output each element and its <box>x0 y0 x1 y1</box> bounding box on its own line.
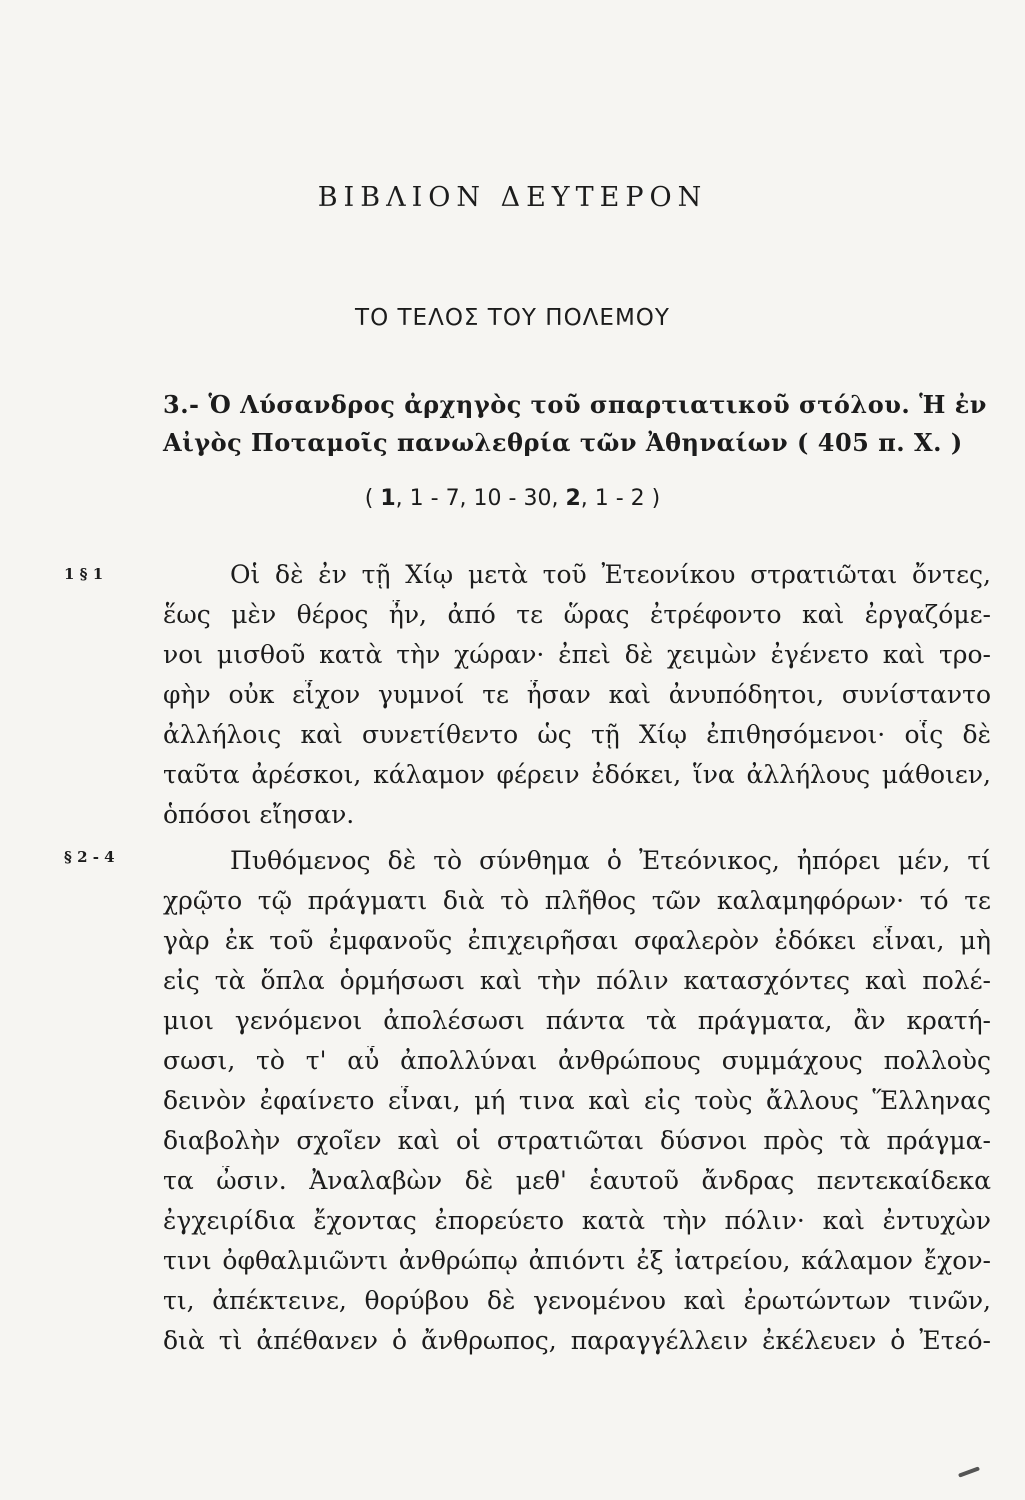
book-title: ΒΙΒΛΙΟΝ ΔΕΥΤΕΡΟΝ <box>317 182 708 213</box>
paragraph-1-line: ἀλλήλοις καὶ συνετίθεντο ὡς τῇ Χίῳ ἐπιθησόμενοι· οἷς δὲ <box>163 720 991 749</box>
paragraph-1-line: νοι μισθοῦ κατὰ τὴν χώραν· ἐπεὶ δὲ χειμὼν ἐγένετο καὶ τρο- <box>163 640 991 669</box>
paragraph-2-line: διαβολὴν σχοῖεν καὶ οἱ στρατιῶται δύσνοι πρὸς τὰ πράγμα- <box>163 1126 991 1155</box>
paragraph-2-line: ἐγχειρίδια ἔχοντας ἐπορεύετο κατὰ τὴν πόλιν· καὶ ἐντυχὼν <box>163 1206 991 1235</box>
pencil-mark <box>958 1466 980 1477</box>
source-reference-book-1: 1 <box>380 486 396 511</box>
paragraph-2-line: γὰρ ἐκ τοῦ ἐμφανοῦς ἐπιχειρῆσαι σφαλερὸν ἐδόκει εἶναι, μὴ <box>163 926 991 955</box>
paragraph-2-line: τινι ὀφθαλμιῶντι ἀνθρώπῳ ἀπιόντι ἐξ ἰατρείου, κάλαμον ἔχον- <box>163 1246 991 1275</box>
paragraph-2-line: εἰς τὰ ὅπλα ὁρμήσωσι καὶ τὴν πόλιν κατασχόντες καὶ πολέ- <box>163 966 991 995</box>
source-reference-book-2: 2 <box>565 486 581 511</box>
paragraph-2-line: διὰ τὶ ἀπέθανεν ὁ ἄνθρωπος, παραγγέλλειν ἐκέλευεν ὁ Ἐτεό- <box>163 1326 991 1355</box>
paragraph-2-line: σωσι, τὸ τ' αὖ ἀπολλύναι ἀνθρώπους συμμάχους πολλοὺς <box>163 1046 991 1075</box>
chapter-title: ΤΟ ΤΕΛΟΣ ΤΟΥ ΠΟΛΕΜΟΥ <box>355 305 670 331</box>
paragraph-2-line: τα ὦσιν. Ἀναλαβὼν δὲ μεθ' ἑαυτοῦ ἄνδρας πεντεκαίδεκα <box>163 1166 991 1195</box>
section-heading-line-1: 3.- Ὁ Λύσανδρος ἀρχηγὸς τοῦ σπαρτιατικοῦ στόλου. Ἡ ἐν <box>163 390 987 419</box>
paragraph-2-line: χρῷτο τῷ πράγματι διὰ τὸ πλῆθος τῶν καλαμηφόρων· τό τε <box>163 886 991 915</box>
paragraph-2-line: δεινὸν ἐφαίνετο εἶναι, μή τινα καὶ εἰς τοὺς ἄλλους Ἕλληνας <box>163 1086 991 1115</box>
paragraph-1-line: ταῦτα ἀρέσκοι, κάλαμον φέρειν ἐδόκει, ἵνα ἀλλήλους μάθοιεν, <box>163 760 991 789</box>
source-reference-open: ( <box>364 486 374 511</box>
margin-marker-section-2-4: § 2 - 4 <box>64 848 115 866</box>
paragraph-1-line: ἕως μὲν θέρος ἦν, ἀπό τε ὥρας ἐτρέφοντο καὶ ἐργαζόμε- <box>163 600 991 629</box>
source-reference-range-2: , 1 - 2 ) <box>580 486 661 511</box>
margin-marker-section-1: 1 § 1 <box>64 565 104 583</box>
section-heading-line-2: Αἰγὸς Ποταμοῖς πανωλεθρία τῶν Ἀθηναίων ( 405 π. Χ. ) <box>163 428 963 457</box>
paragraph-1-line: Οἱ δὲ ἐν τῇ Χίῳ μετὰ τοῦ Ἐτεονίκου στρατιῶται ὄντες, <box>230 560 991 589</box>
paragraph-2-line: τι, ἀπέκτεινε, θορύβου δὲ γενομένου καὶ ἐρωτώντων τινῶν, <box>163 1286 991 1315</box>
paragraph-1-line: φὴν οὐκ εἶχον γυμνοί τε ἦσαν καὶ ἀνυπόδητοι, συνίσταντο <box>163 680 991 709</box>
paragraph-1-line: ὁπόσοι εἴησαν. <box>163 800 355 829</box>
source-reference <box>0 486 1025 511</box>
source-reference-range-1: , 1 - 7, 10 - 30, <box>395 486 566 511</box>
paragraph-2-line: μιοι γενόμενοι ἀπολέσωσι πάντα τὰ πράγματα, ἂν κρατή- <box>163 1006 991 1035</box>
paragraph-2-line: Πυθόμενος δὲ τὸ σύνθημα ὁ Ἐτεόνικος, ἠπόρει μέν, τί <box>230 846 991 875</box>
